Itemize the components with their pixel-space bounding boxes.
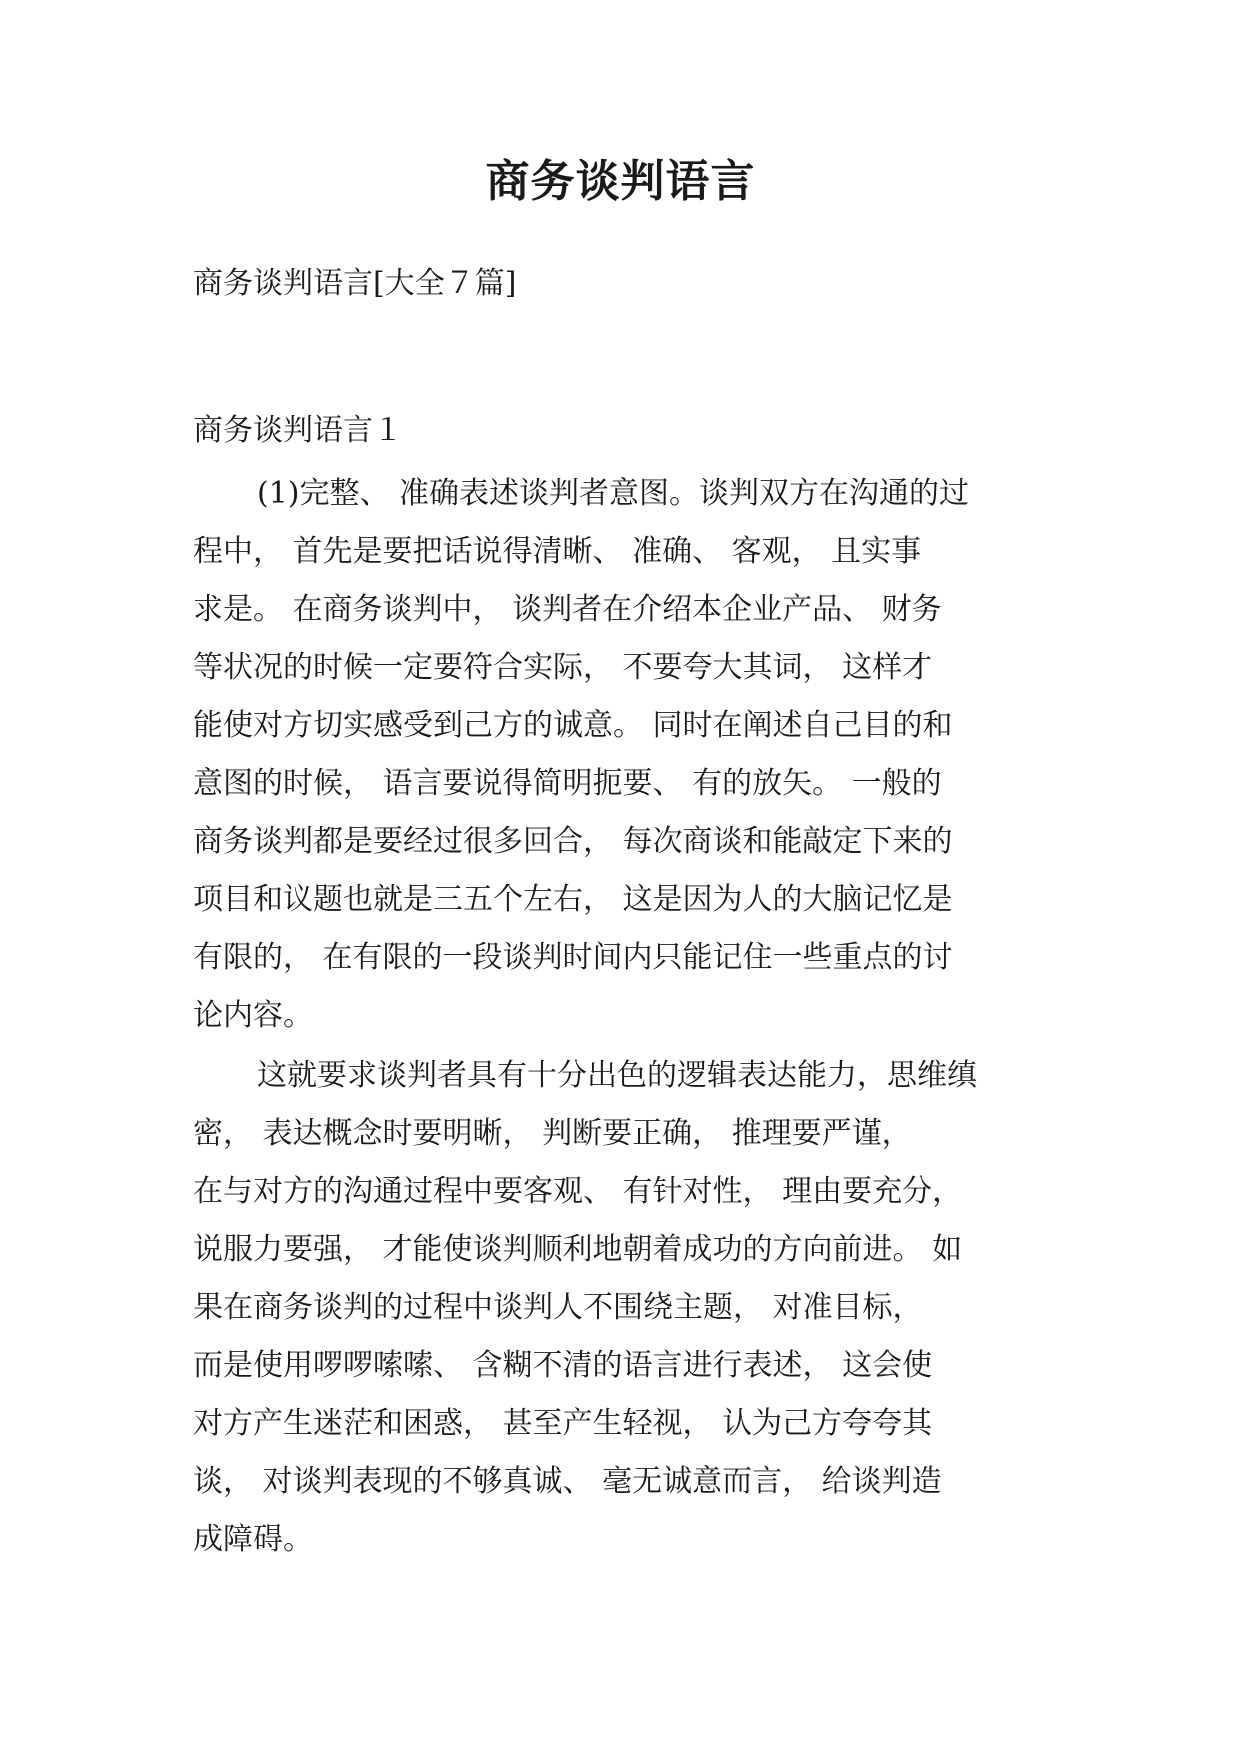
paragraph-line: 成障碍。 — [193, 1522, 313, 1557]
paragraph-line: 意图的时候， 语言要说得简明扼要、 有的放矢。 一般的 — [193, 766, 942, 801]
paragraph-line: 说服力要强， 才能使谈判顺利地朝着成功的方向前进。 如 — [193, 1232, 963, 1267]
paragraph-line: 谈， 对谈判表现的不够真诚、 毫无诚意而言， 给谈判造 — [193, 1464, 942, 1499]
paragraph-line: (1)完整、 准确表述谈判者意图。谈判双方在沟通的过 — [257, 476, 970, 511]
paragraph-line: 果在商务谈判的过程中谈判人不围绕主题， 对准目标， — [193, 1290, 923, 1325]
paragraph-line: 这就要求谈判者具有十分出色的逻辑表达能力，思维缜 — [257, 1058, 977, 1093]
paragraph-1 — [193, 465, 1053, 1045]
paragraph-line: 商务谈判都是要经过很多回合， 每次商谈和能敲定下来的 — [193, 824, 953, 859]
paragraph-line: 而是使用啰啰嗦嗦、 含糊不清的语言进行表述， 这会使 — [193, 1348, 933, 1383]
paragraph-line: 求是。 在商务谈判中， 谈判者在介绍本企业产品、 财务 — [193, 592, 942, 627]
document-title: 商务谈判语言 — [485, 156, 756, 207]
paragraph-line: 有限的， 在有限的一段谈判时间内只能记住一些重点的讨 — [193, 940, 953, 975]
paragraph-line: 项目和议题也就是三五个左右， 这是因为人的大脑记忆是 — [193, 882, 953, 917]
paragraph-line: 对方产生迷茫和困惑， 甚至产生轻视， 认为己方夸夸其 — [193, 1406, 933, 1441]
paragraph-line: 程中， 首先是要把话说得清晰、 准确、 客观， 且实事 — [193, 534, 922, 569]
paragraph-line: 论内容。 — [193, 998, 313, 1033]
section-heading: 商务谈判语言１ — [193, 413, 403, 448]
paragraph-line: 等状况的时候一定要符合实际， 不要夸大其词， 这样才 — [193, 650, 933, 685]
paragraph-line: 在与对方的沟通过程中要客观、 有针对性， 理由要充分， — [193, 1174, 963, 1209]
paragraph-line: 密， 表达概念时要明晰， 判断要正确， 推理要严谨， — [193, 1116, 912, 1151]
document-subtitle: 商务谈判语言[大全７篇] — [193, 266, 517, 301]
paragraph-line: 能使对方切实感受到己方的诚意。 同时在阐述自己目的和 — [193, 708, 953, 743]
paragraph-2 — [193, 1047, 1053, 1569]
